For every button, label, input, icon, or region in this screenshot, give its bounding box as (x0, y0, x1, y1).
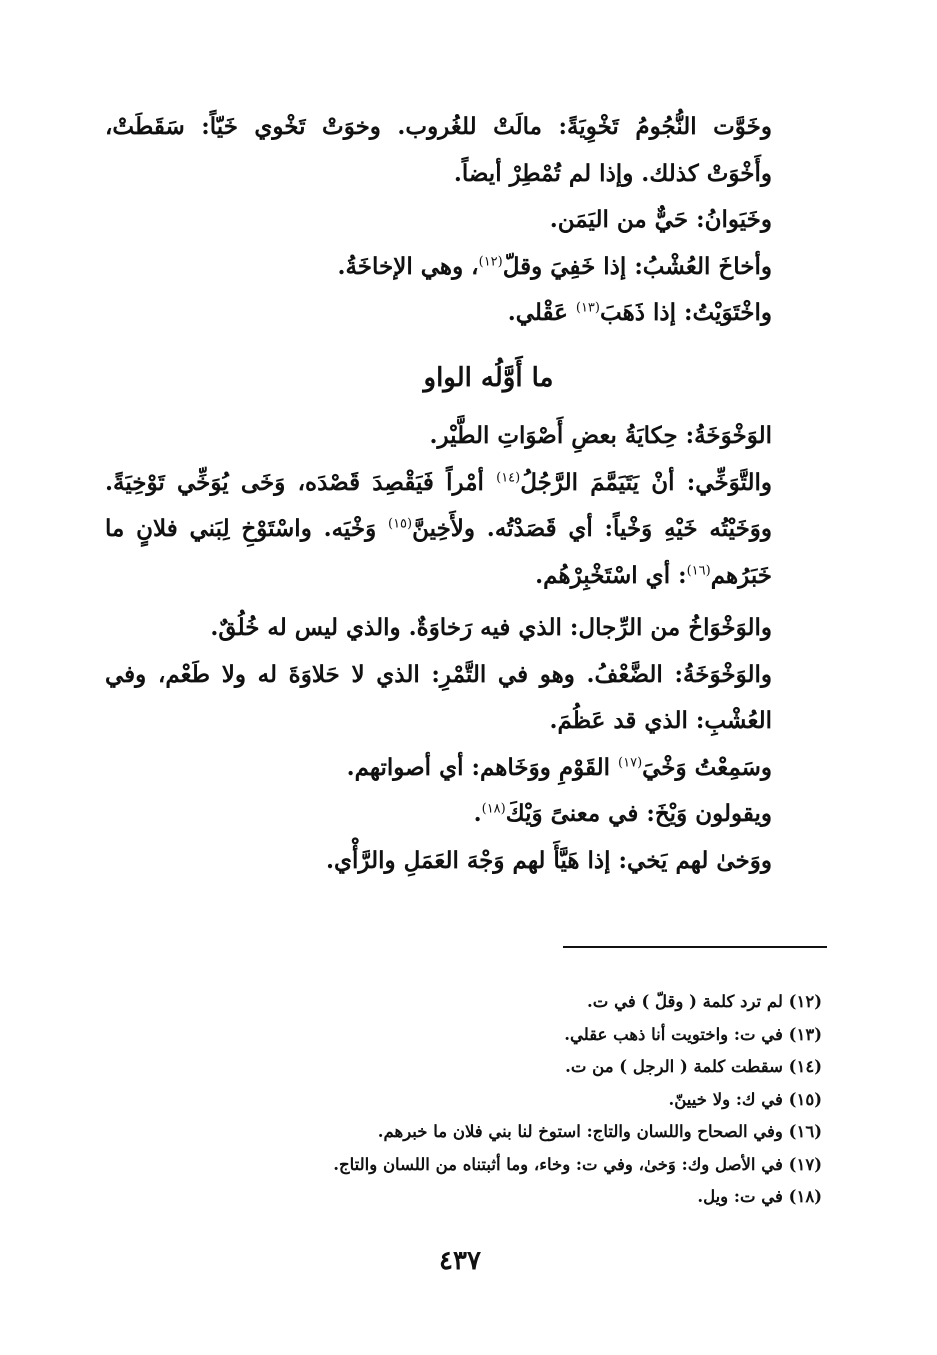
footnote: (١٢) لم ترد كلمة ( وقلّ ) في ت. (587, 992, 822, 1011)
footnote-marker: (١٥) (388, 516, 413, 532)
paragraph (105, 460, 832, 600)
main-text (105, 104, 832, 884)
paragraph-text: ويقولون وَيْخَ: في معنىً وَيْكَ (505, 800, 772, 827)
paragraph-text: عَقْلي. (507, 299, 576, 326)
page-number: ٤٣٧ (439, 1246, 481, 1276)
paragraph-text: والوَخْوَخَةُ: الضَّعْفُ. وهو في التَّمْرِ: الذي لا حَلاوَةَ له ولا طَعْم، وفي العُشْبِ: الذي قد عَظُمَ. (105, 660, 772, 734)
footnote: (١٤) سقطت كلمة ( الرجل ) من ت. (565, 1057, 822, 1076)
paragraph-text: الوَخْوَخَةُ: حِكايَةُ بعضِ أَصْوَاتِ الطَّيْر. (429, 422, 772, 449)
paragraph (105, 652, 832, 745)
paragraph (105, 197, 832, 244)
paragraph (105, 745, 832, 792)
footnote-marker: (١٣) (575, 300, 600, 316)
footnote-marker: (١٧) (618, 754, 643, 770)
footnote: (١٦) وفي الصحاح واللسان والتاج: استوخ لنا بني فلان ما خبرهم. (377, 1122, 822, 1141)
paragraph-text: ، وهي الإخاخَةُ. (337, 252, 479, 280)
paragraph (105, 605, 832, 652)
footnote-marker: (١٦) (686, 562, 711, 578)
paragraph-text: القَوْمِ ووَخَاهم: أي أصواتهم. (346, 753, 619, 781)
footnote: (١٨) في ت: ويل. (697, 1187, 822, 1206)
paragraph-text: وخَيَوانُ: حَيٌّ من اليَمَن. (549, 206, 772, 233)
footnote-divider (563, 946, 827, 948)
paragraph-text: والوَخْوَاخُ من الرِّجال: الذي فيه رَخاوَةٌ. والذي ليس له خُلُقٌ. (210, 614, 772, 641)
footnotes (222, 986, 822, 1214)
paragraph-text: : أي اسْتَخْبِرْهُم. (535, 561, 687, 589)
paragraph (105, 413, 832, 460)
paragraph (105, 791, 832, 838)
paragraph-text: . (473, 800, 482, 827)
footnote: (١٥) في ك: ولا خيينّ. (668, 1089, 822, 1109)
paragraph-text: وَخْيَه. واسْتَوْخِ لِبَني فلانٍ ما خَبَرُهم (105, 515, 772, 589)
paragraph-text: وسَمِعْتُ وَخْيَ (642, 753, 772, 781)
paragraph-text: والتَّوَخِّي: أنْ يَتَيَمَّمَ الرَّجُلُ (520, 468, 772, 496)
footnote: (١٣) في ت: واختويت أنا ذهب عقلي. (564, 1024, 822, 1044)
footnote-marker: (١٨) (481, 801, 506, 817)
paragraph-text: وأخاخَ العُشْبُ: إذا خَفِيَ وقلّ (502, 252, 772, 280)
footnote: (١٧) في الأصل وك: وَخىٰ، وفي ت: وخاء، وما أثبتناه من اللسان والتاج. (333, 1154, 822, 1174)
paragraph (105, 838, 832, 885)
footnote-marker: (١٢) (478, 253, 503, 269)
section-heading: ما أَوَّلُه الواو (423, 362, 554, 393)
footnote-marker: (١٤) (496, 469, 521, 485)
paragraph-text: أمْراً فَيَقْصِدَ قَصْدَه، وَخَى يُوَخِّي تَوْخِيَةً. ووَخَيْتُه خَيْهِ وَخْياً: أي قَصَدْتُه. ولأَخِينَّ (105, 468, 773, 542)
paragraph (105, 290, 832, 337)
paragraph-text: ووَخىٰ لهم يَخي: إذا هَيَّأَ لهم وَجْهَ العَمَلِ والرَّأْي. (326, 846, 772, 874)
paragraph (105, 244, 832, 291)
paragraph (105, 104, 832, 197)
paragraph-text: وخَوَّت النُّجُومُ تَخْوِيَةً: مالَتْ للغُروب. وخوَتْ تَخْوي خَيّاً: سَقَطَتْ، وأَخْوَتْ كذلك. وإذا لم تُمْطِرْ أيضاً. (105, 113, 772, 187)
paragraph-text: واخْتَوَيْتُ: إذا ذَهَبَ (599, 299, 772, 326)
